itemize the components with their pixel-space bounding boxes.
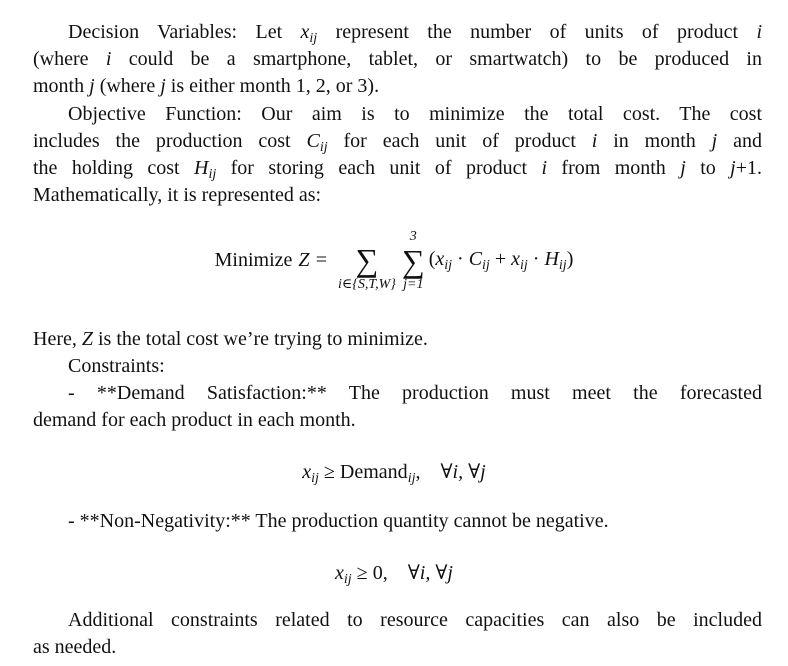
summation-months: 3 ∑ j=1 — [401, 228, 425, 292]
paragraph-objective-line-1: Objective Function: Our aim is to minimize the total cost. The cost — [68, 103, 762, 125]
constraint-demand-line-1: - **Demand Satisfaction:** The production must meet the forecasted — [68, 382, 762, 404]
paragraph-objective-line-3: the holding cost $H_{ij}$ for storing each unit of product i from month j to j+1. — [33, 157, 762, 182]
math-x-ij: $x_{ij}$ — [300, 21, 318, 46]
paragraph-total-cost: Here, Z is the total cost we’re trying to minimize. — [33, 328, 428, 350]
closing-line-2: as needed. — [33, 636, 117, 658]
paragraph-decision-variables-line-3: month j (where j is either month 1, 2, or 3). — [33, 75, 380, 97]
objective-equation: Minimize Z = ∑ i∈{S,T,W} 3 ∑ j=1 $(x_{ij} \cdot C_{ij} + x_{ij} \cdot H_{ij})$ — [214, 228, 574, 292]
paragraph-decision-variables-line-1: Decision Variables: Let $x_{ij}$ represent the number of units of product i — [68, 21, 762, 46]
paragraph-decision-variables-line-2: (where i could be a smartphone, tablet, or smartwatch) to be produced in — [33, 48, 762, 70]
closing-line-1: Additional constraints related to resource capacities can also be included — [68, 609, 762, 631]
summation-products: ∑ i∈{S,T,W} — [338, 242, 396, 292]
paragraph-objective-line-2: includes the production cost $C_{ij}$ for each unit of product i in month j and — [33, 130, 762, 155]
nonnegativity-equation: $x_{ij} \ge 0$, ∀i, ∀j — [335, 562, 453, 587]
constraint-nonnegativity: - **Non-Negativity:** The production quantity cannot be negative. — [68, 510, 609, 532]
demand-equation: $x_{ij}$ ≥ Demand$_{ij}$, ∀i, ∀j — [302, 461, 486, 486]
paragraph-objective-line-4: Mathematically, it is represented as: — [33, 184, 322, 206]
constraint-demand-line-2: demand for each product in each month. — [33, 409, 356, 431]
constraints-heading: Constraints: — [68, 355, 165, 377]
objective-summand: $(x_{ij} \cdot C_{ij} + x_{ij} \cdot H_{ij})$ — [428, 247, 574, 273]
